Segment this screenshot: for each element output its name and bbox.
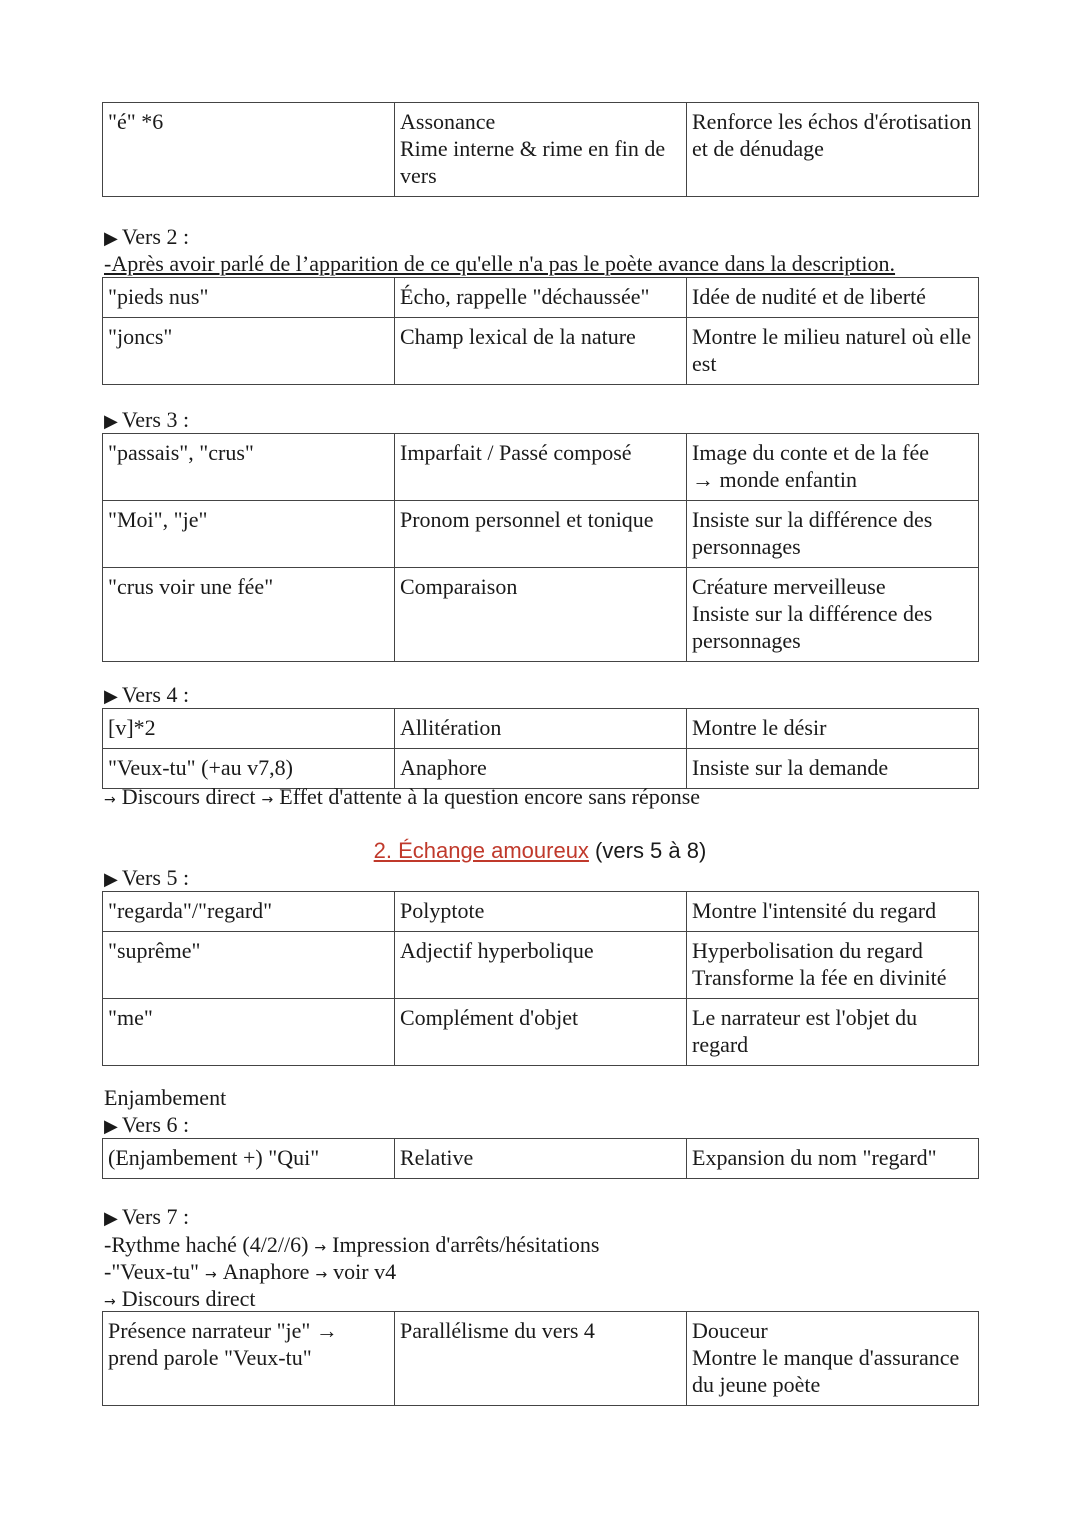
cell-line: Allitération — [400, 715, 502, 740]
procede-cell — [395, 103, 687, 197]
triangle-bullet-icon: ▶ — [104, 686, 118, 706]
cell-line: Insiste sur la demande — [692, 755, 889, 780]
note-vers-7-discours: → Discours direct — [104, 1286, 256, 1311]
table-row — [103, 999, 979, 1066]
procede-cell — [395, 501, 687, 568]
effet-cell — [687, 434, 979, 501]
table-row — [103, 501, 979, 568]
heading-vers-3: ▶ Vers 3 : — [104, 407, 190, 432]
effet-cell — [687, 278, 979, 318]
cell-line: Écho, rappelle "déchaussée" — [400, 284, 650, 309]
table-row — [103, 103, 979, 197]
cell-line: Présence narrateur "je" → — [108, 1318, 338, 1343]
cell-line: Le narrateur est l'objet du regard — [692, 1005, 918, 1057]
note-vers-7-rhythm: -Rythme haché (4/2//6) → Impression d'arrêts/hésitations — [104, 1232, 600, 1257]
table-row — [103, 318, 979, 385]
analysis-table — [102, 1138, 979, 1179]
effet-cell — [687, 568, 979, 662]
effet-cell — [687, 103, 979, 197]
table-row — [103, 709, 979, 749]
cell-line: Montre le désir — [692, 715, 827, 740]
cell-line: Parallélisme du vers 4 — [400, 1318, 595, 1343]
section-title: 2. Échange amoureux (vers 5 à 8) — [373, 838, 707, 863]
cell-line: Montre l'intensité du regard — [692, 898, 937, 923]
element-cell — [103, 568, 395, 662]
triangle-bullet-icon: ▶ — [104, 869, 118, 889]
cell-line: "crus voir une fée" — [108, 574, 274, 599]
cell-line: Insiste sur la différence des personnages — [692, 507, 933, 559]
section-link[interactable]: 2. Échange amoureux — [373, 838, 589, 863]
effet-cell — [687, 318, 979, 385]
effet-cell — [687, 749, 979, 789]
table-row — [103, 278, 979, 318]
triangle-bullet-icon: ▶ — [104, 228, 118, 248]
element-cell — [103, 278, 395, 318]
effet-cell — [687, 1139, 979, 1179]
procede-cell — [395, 932, 687, 999]
cell-line: "pieds nus" — [108, 284, 209, 309]
cell-line: Complément d'objet — [400, 1005, 579, 1030]
arrow-right-icon: → — [261, 792, 274, 808]
analysis-table — [102, 708, 979, 789]
cell-line: Idée de nudité et de liberté — [692, 284, 926, 309]
element-cell — [103, 892, 395, 932]
heading-vers-4: ▶ Vers 4 : — [104, 682, 190, 707]
cell-line: Montre le manque d'assurance du jeune poète — [692, 1345, 960, 1397]
cell-line: Créature merveilleuse — [692, 574, 886, 599]
element-cell — [103, 932, 395, 999]
cell-line: Montre le milieu naturel où elle est — [692, 324, 972, 376]
analysis-table — [102, 102, 979, 197]
heading-vers-7: ▶ Vers 7 : — [104, 1204, 190, 1229]
cell-line: → monde enfantin — [692, 467, 857, 492]
cell-line: "Moi", "je" — [108, 507, 208, 532]
procede-cell — [395, 434, 687, 501]
effet-cell — [687, 932, 979, 999]
procede-cell — [395, 318, 687, 385]
element-cell — [103, 318, 395, 385]
cell-line: Imparfait / Passé composé — [400, 440, 632, 465]
arrow-right-icon: → — [314, 1240, 327, 1256]
cell-line: Anaphore — [400, 755, 487, 780]
note-vers-7-anaphore: -"Veux-tu" → Anaphore → voir v4 — [104, 1259, 397, 1284]
effet-cell — [687, 709, 979, 749]
analysis-table — [102, 891, 979, 1066]
heading-vers-2: ▶ Vers 2 : — [104, 224, 190, 249]
arrow-right-icon: → — [104, 1294, 116, 1310]
element-cell — [103, 434, 395, 501]
cell-line: Pronom personnel et tonique — [400, 507, 654, 532]
procede-cell — [395, 1139, 687, 1179]
heading-vers-5: ▶ Vers 5 : — [104, 865, 190, 890]
cell-line: "joncs" — [108, 324, 173, 349]
analysis-table — [102, 1311, 979, 1406]
analysis-table — [102, 277, 979, 385]
cell-line: Hyperbolisation du regard — [692, 938, 923, 963]
cell-line: Insiste sur la différence des personnages — [692, 601, 933, 653]
cell-line: Rime interne & rime en fin de vers — [400, 136, 666, 188]
procede-cell — [395, 999, 687, 1066]
table-row — [103, 1139, 979, 1179]
cell-line: Relative — [400, 1145, 474, 1170]
cell-line: "regarda"/"regard" — [108, 898, 273, 923]
cell-line: Champ lexical de la nature — [400, 324, 636, 349]
element-cell — [103, 1139, 395, 1179]
cell-line: Renforce les échos d'érotisation et de dénudage — [692, 109, 972, 161]
cell-line: Transforme la fée en divinité — [692, 965, 947, 990]
enjambement-label: Enjambement — [104, 1085, 227, 1110]
cell-line: prend parole "Veux-tu" — [108, 1345, 312, 1370]
cell-line: Polyptote — [400, 898, 485, 923]
cell-line: Adjectif hyperbolique — [400, 938, 594, 963]
element-cell — [103, 999, 395, 1066]
analysis-table — [102, 433, 979, 662]
effet-cell — [687, 892, 979, 932]
procede-cell — [395, 278, 687, 318]
procede-cell — [395, 568, 687, 662]
table-row — [103, 892, 979, 932]
element-cell — [103, 1312, 395, 1406]
cell-line: Douceur — [692, 1318, 768, 1343]
cell-line: (Enjambement +) "Qui" — [108, 1145, 320, 1170]
triangle-bullet-icon: ▶ — [104, 1208, 118, 1228]
cell-line: "suprême" — [108, 938, 201, 963]
triangle-bullet-icon: ▶ — [104, 411, 118, 431]
heading-vers-6: ▶ Vers 6 : — [104, 1112, 190, 1137]
element-cell — [103, 709, 395, 749]
cell-line: "Veux-tu" (+au v7,8) — [108, 755, 293, 780]
cell-line: Image du conte et de la fée — [692, 440, 929, 465]
arrow-right-icon: → — [104, 792, 116, 808]
procede-cell — [395, 892, 687, 932]
cell-line: "passais", "crus" — [108, 440, 254, 465]
procede-cell — [395, 709, 687, 749]
table-row — [103, 1312, 979, 1406]
cell-line: "é" *6 — [108, 109, 164, 134]
cell-line: [v]*2 — [108, 715, 156, 740]
effet-cell — [687, 501, 979, 568]
arrow-right-icon: → — [315, 1267, 328, 1283]
procede-cell — [395, 1312, 687, 1406]
effet-cell — [687, 1312, 979, 1406]
arrow-right-icon: → — [204, 1267, 217, 1283]
table-row — [103, 434, 979, 501]
triangle-bullet-icon: ▶ — [104, 1116, 118, 1136]
note-vers-2: -Après avoir parlé de l’apparition de ce qu'elle n'a pas le poète avance dans la description. — [104, 251, 896, 276]
table-row — [103, 932, 979, 999]
element-cell — [103, 501, 395, 568]
effet-cell — [687, 999, 979, 1066]
element-cell — [103, 103, 395, 197]
cell-line: "me" — [108, 1005, 153, 1030]
cell-line: Expansion du nom "regard" — [692, 1145, 937, 1170]
cell-line: Assonance — [400, 109, 496, 134]
cell-line: Comparaison — [400, 574, 518, 599]
table-row — [103, 568, 979, 662]
note-vers-4: → Discours direct → Effet d'attente à la question encore sans réponse — [104, 784, 701, 809]
